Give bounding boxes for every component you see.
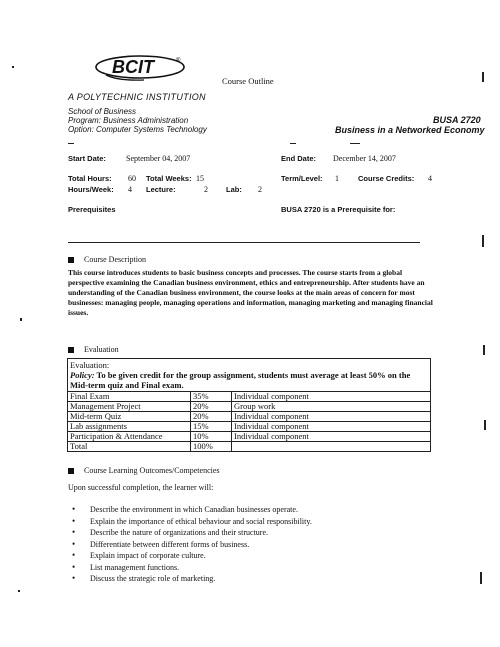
scan-speck — [483, 345, 485, 355]
scan-speck — [484, 420, 486, 430]
table-row — [68, 442, 431, 452]
lab-value: 2 — [258, 185, 262, 194]
evaluation-policy-row — [68, 359, 431, 392]
outcomes-heading-text: Course Learning Outcomes/Competencies — [84, 466, 220, 475]
evaluation-box-title: Evaluation: — [70, 360, 110, 370]
svg-text:®: ® — [176, 58, 181, 64]
outcomes-list — [68, 504, 312, 585]
table-row — [68, 402, 431, 412]
outcomes-intro: Upon successful completion, the learner will: — [68, 483, 214, 492]
eval-percent: 35% — [191, 392, 232, 402]
list-item: • Describe the environment in which Canadian businesses operate. — [68, 504, 312, 516]
eval-item: Participation & Attendance — [68, 432, 191, 442]
scan-speck — [480, 572, 482, 584]
evaluation-heading-text: Evaluation — [84, 345, 119, 354]
eval-percent: 15% — [191, 422, 232, 432]
hours-week-label: Hours/Week: — [68, 185, 114, 194]
end-date-label: End Date: — [281, 154, 317, 163]
eval-note: Individual component — [232, 422, 431, 432]
total-weeks-value: 15 — [196, 174, 204, 183]
policy-label: Policy: — [70, 370, 95, 380]
scan-speck — [20, 318, 22, 321]
list-item: • Explain impact of corporate culture. — [68, 550, 312, 562]
scan-speck — [12, 66, 14, 68]
course-description-heading — [68, 255, 146, 264]
outcomes-heading — [68, 466, 220, 475]
table-row — [68, 392, 431, 402]
eval-item: Mid-term Quiz — [68, 412, 191, 422]
table-row — [68, 412, 431, 422]
total-hours-value: 60 — [128, 174, 136, 183]
svg-text:BCIT: BCIT — [112, 57, 154, 77]
evaluation-table — [67, 358, 431, 452]
eval-percent: 20% — [191, 412, 232, 422]
eval-note: Individual component — [232, 412, 431, 422]
start-date-value: September 04, 2007 — [126, 154, 191, 163]
list-item: • Discuss the strategic role of marketing. — [68, 573, 312, 585]
option-name: Option: Computer Systems Technology — [68, 125, 207, 134]
eval-item: Total — [68, 442, 191, 452]
square-bullet-icon — [68, 347, 74, 353]
eval-note: Group work — [232, 402, 431, 412]
lab-label: Lab: — [226, 185, 242, 194]
eval-item: Lab assignments — [68, 422, 191, 432]
policy-text: To be given credit for the group assignment, students must average at least 50% on the Mid-term quiz and Final exam. — [70, 370, 411, 390]
eval-note — [232, 442, 431, 452]
term-level-value: 1 — [335, 174, 339, 183]
evaluation-heading — [68, 345, 119, 354]
bcit-logo — [88, 50, 196, 92]
table-row — [68, 432, 431, 442]
eval-percent: 20% — [191, 402, 232, 412]
divider — [290, 143, 296, 144]
lecture-value: 2 — [204, 185, 208, 194]
scan-speck — [482, 235, 484, 247]
hours-week-value: 4 — [128, 185, 132, 194]
list-item: • Differentiate between different forms of business. — [68, 539, 312, 551]
lecture-label: Lecture: — [146, 185, 176, 194]
list-item: • List management functions. — [68, 562, 312, 574]
eval-note: Individual component — [232, 392, 431, 402]
prerequisite-for-label: BUSA 2720 is a Prerequisite for: — [281, 205, 396, 214]
school-name: School of Business — [68, 107, 137, 116]
table-row — [68, 422, 431, 432]
total-weeks-label: Total Weeks: — [146, 174, 192, 183]
term-level-label: Term/Level: — [281, 174, 323, 183]
divider — [68, 143, 74, 144]
polytechnic-tagline: A POLYTECHNIC INSTITUTION — [68, 92, 206, 102]
list-item: • Explain the importance of ethical behaviour and social responsibility. — [68, 516, 312, 528]
eval-item: Final Exam — [68, 392, 191, 402]
course-outline-title: Course Outline — [222, 76, 274, 86]
eval-percent: 10% — [191, 432, 232, 442]
section-rule — [68, 242, 420, 243]
course-credits-value: 4 — [428, 174, 432, 183]
square-bullet-icon — [68, 257, 74, 263]
eval-note: Individual component — [232, 432, 431, 442]
course-credits-label: Course Credits: — [358, 174, 415, 183]
scan-speck — [18, 590, 20, 592]
course-code: BUSA 2720 — [433, 115, 481, 125]
list-item: • Describe the nature of organizations and their structure. — [68, 527, 312, 539]
start-date-label: Start Date: — [68, 154, 106, 163]
eval-item: Management Project — [68, 402, 191, 412]
scan-speck — [482, 72, 484, 82]
course-description-text: This course introduces students to basic business concepts and processes. The course starts from a global perspective examining the Canadian business environment, ethics and entrepreneurship. After students have an understanding of the Canadian business environment, the course looks at the main areas of concern for most businesses: managing people, managing operations and information, managing marketing and managing financial issues. — [68, 268, 433, 317]
program-name: Program: Business Administration — [68, 116, 189, 125]
course-description-heading-text: Course Description — [84, 255, 146, 264]
course-name: Business in a Networked Economy — [335, 125, 485, 135]
total-hours-label: Total Hours: — [68, 174, 112, 183]
square-bullet-icon — [68, 468, 74, 474]
end-date-value: December 14, 2007 — [333, 154, 396, 163]
divider — [350, 143, 360, 144]
eval-percent: 100% — [191, 442, 232, 452]
prerequisites-label: Prerequisites — [68, 205, 116, 214]
